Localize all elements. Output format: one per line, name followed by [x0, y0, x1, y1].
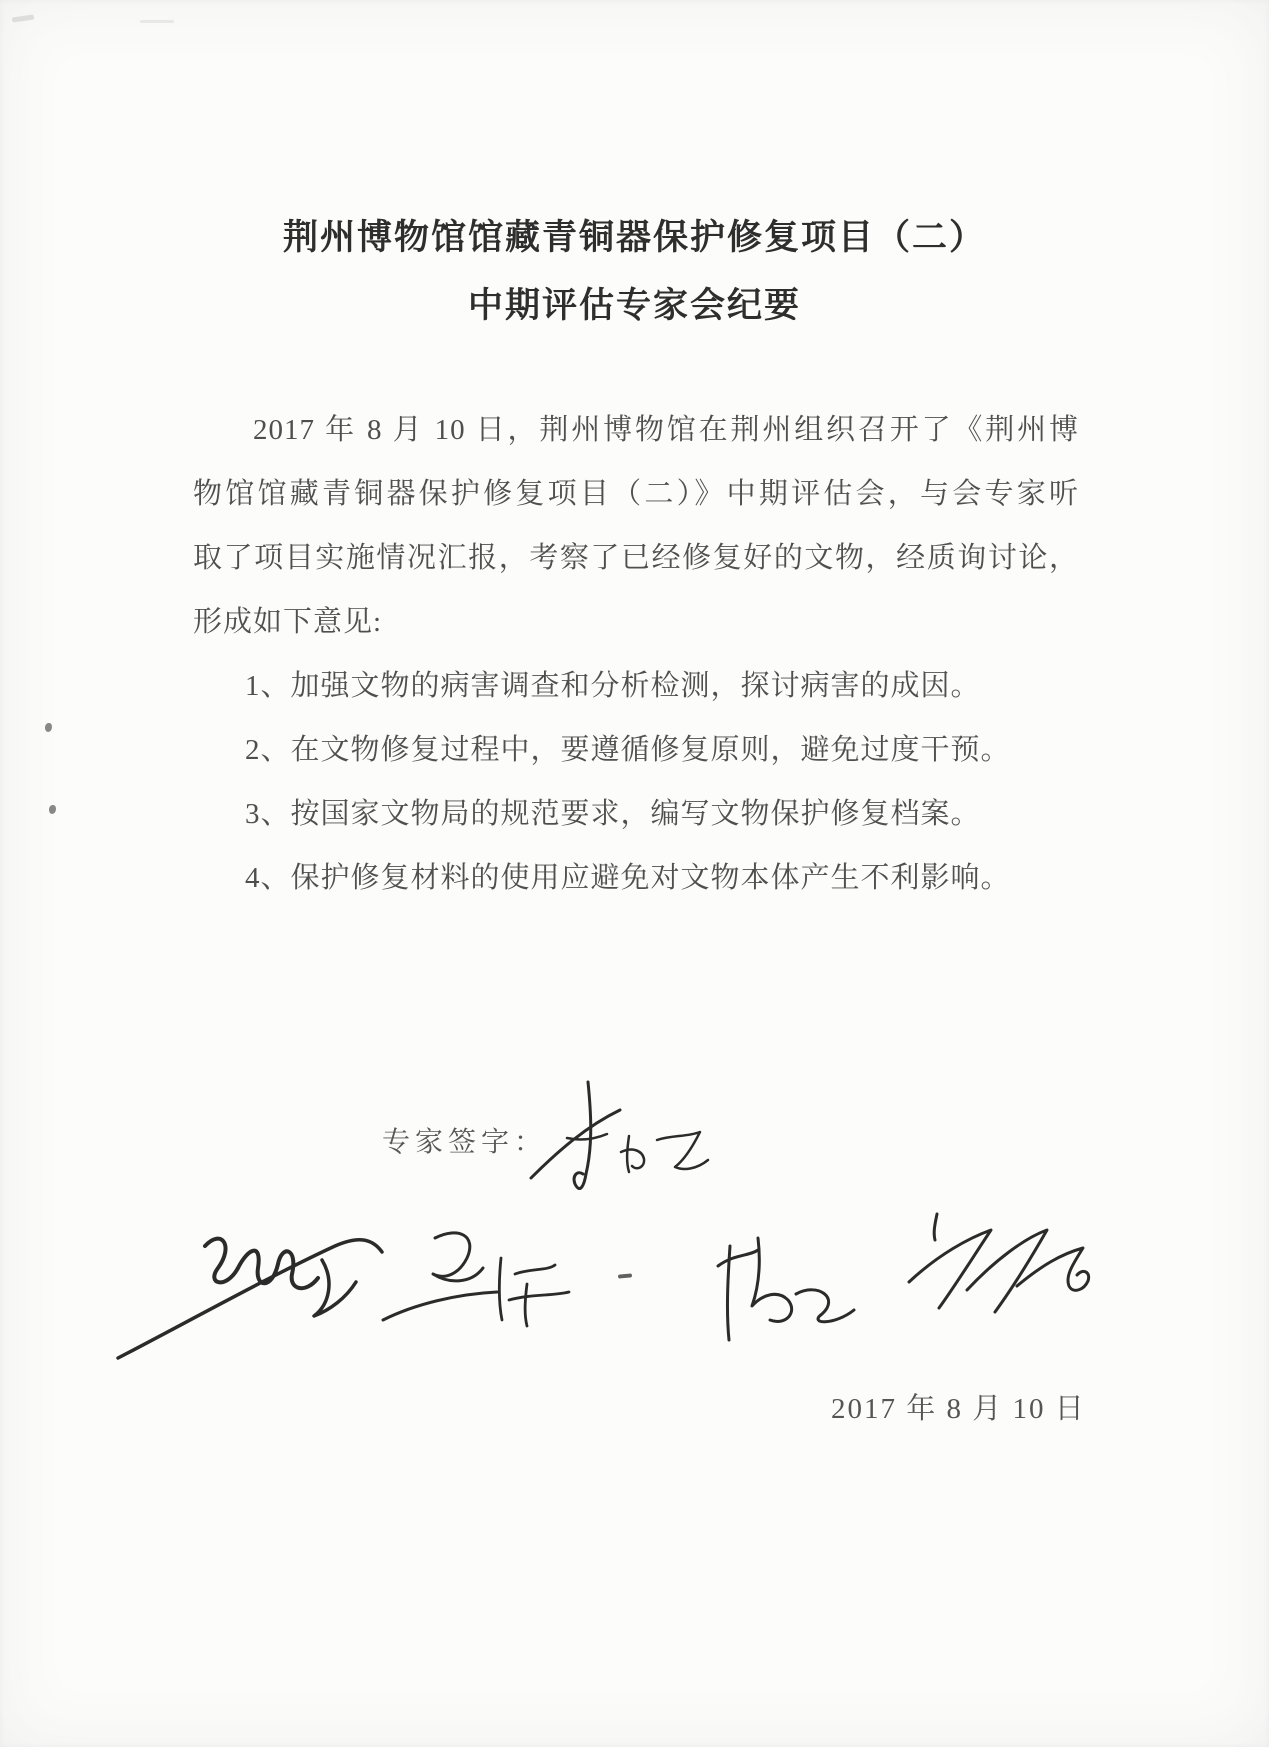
handwritten-signature-2 [110, 1208, 410, 1366]
opinion-item-3: 3、按国家文物局的规范要求，编写文物保护修复档案。 [245, 798, 981, 830]
opinion-item-4: 4、保护修复材料的使用应避免对文物本体产生不利影响。 [245, 862, 1011, 894]
opinion-item-2: 2、在文物修复过程中，要遵循修复原则，避免过度干预。 [245, 734, 1011, 766]
opinion-item-1: 1、加强文物的病害调查和分析检测，探讨病害的成因。 [245, 670, 981, 702]
scan-smudge [140, 20, 174, 23]
paragraph-line: 2017 年 8 月 10 日，荆州博物馆在荆州组织召开了《荆州博 [253, 414, 1079, 446]
ink-speck [49, 805, 56, 814]
title-line-2: 中期评估专家会纪要 [467, 286, 801, 325]
paragraph-line: 形成如下意见: [193, 606, 383, 638]
stray-pen-mark [618, 1273, 632, 1278]
document-title [0, 204, 1269, 340]
handwritten-signature-3 [375, 1222, 580, 1360]
scan-smudge [12, 14, 34, 22]
paragraph-line: 物馆馆藏青铜器保护修复项目（二）》中期评估会，与会专家听 [193, 478, 1079, 510]
document-body [193, 398, 1079, 910]
title-line-1: 荆州博物馆馆藏青铜器保护修复项目（二） [282, 218, 986, 257]
handwritten-signature-5 [895, 1202, 1107, 1342]
handwritten-signature-4 [700, 1224, 870, 1356]
handwritten-signature-1 [525, 1078, 725, 1216]
ink-speck [45, 723, 52, 732]
paragraph-line: 取了项目实施情况汇报，考察了已经修复好的文物，经质询讨论， [193, 542, 1079, 574]
expert-signature-label: 专家签字： [382, 1127, 548, 1158]
document-date: 2017 年 8 月 10 日 [831, 1393, 1086, 1425]
